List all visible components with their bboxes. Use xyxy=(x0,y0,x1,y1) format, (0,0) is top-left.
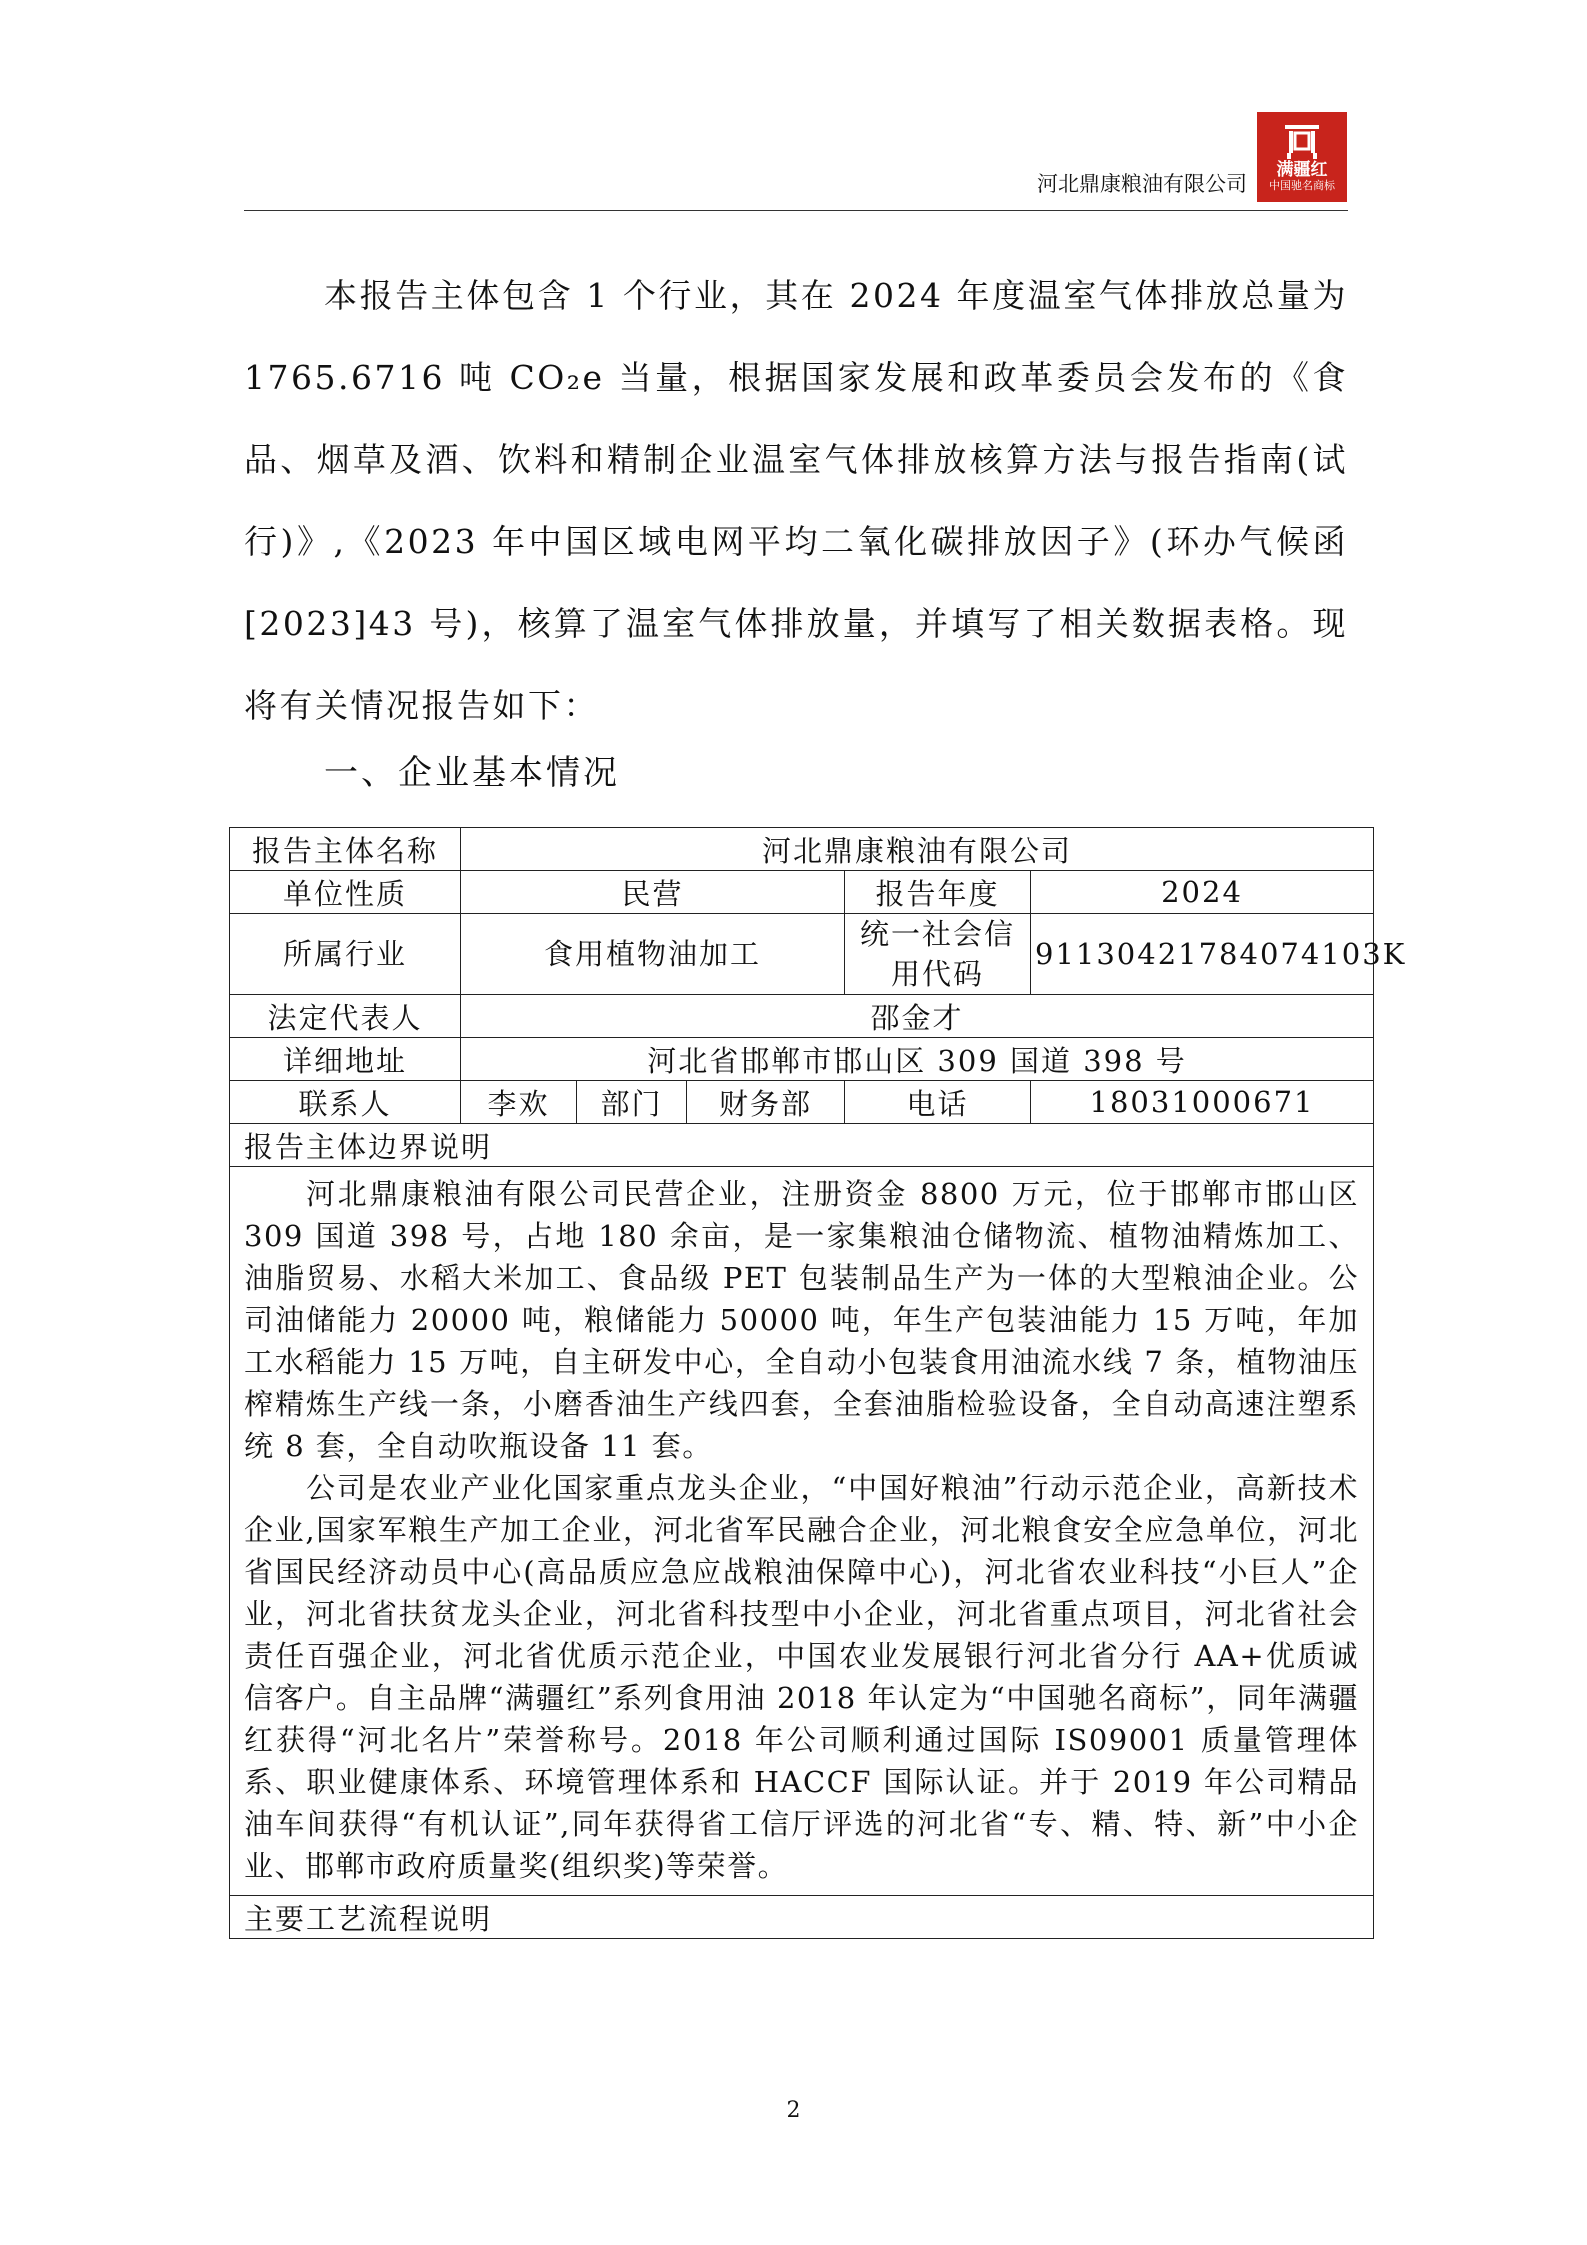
table-row xyxy=(230,828,1374,871)
credit-code-value: 91130421784074103K xyxy=(1031,914,1374,995)
industry-value: 食用植物油加工 xyxy=(461,914,845,995)
department-label: 部门 xyxy=(577,1081,687,1124)
nature-label: 单位性质 xyxy=(230,871,461,914)
entity-name-value: 河北鼎康粮油有限公司 xyxy=(461,828,1374,871)
process-label: 主要工艺流程说明 xyxy=(230,1896,1374,1939)
industry-label: 所属行业 xyxy=(230,914,461,995)
table-row xyxy=(230,1081,1374,1124)
credit-code-label: 统一社会信用代码 xyxy=(845,914,1031,995)
intro-paragraph: 本报告主体包含 1 个行业，其在 2024 年度温室气体排放总量为 1765.6716 吨 CO₂e 当量，根据国家发展和政革委员会发布的《食品、烟草及酒、饮料和精制企业温室气体排放核算方法与报告指南(试行)》,《2023 年中国区域电网平均二氧化碳排放因子》(环办气候函[2023]43 号)，核算了温室气体排放量，并填写了相关数据表格。现将有关情况报告如下： xyxy=(244,276,1348,725)
table-row xyxy=(230,871,1374,914)
table-row xyxy=(230,1038,1374,1081)
year-value: 2024 xyxy=(1031,871,1374,914)
entity-name-label: 报告主体名称 xyxy=(230,828,461,871)
legal-rep-value: 邵金才 xyxy=(461,995,1374,1038)
logo-tagline: 中国驰名商标 xyxy=(1269,179,1335,192)
table-row xyxy=(230,1124,1374,1167)
table-row xyxy=(230,995,1374,1038)
enterprise-info-table xyxy=(229,827,1407,1939)
logo-brand-text: 满疆红 xyxy=(1276,160,1328,180)
phone-label: 电话 xyxy=(845,1081,1031,1124)
boundary-label: 报告主体边界说明 xyxy=(230,1124,1374,1167)
table-row xyxy=(230,914,1374,995)
boundary-paragraph-2: 公司是农业产业化国家重点龙头企业，“中国好粮油”行动示范企业，高新技术企业,国家军粮生产加工企业，河北省军民融合企业，河北粮食安全应急单位，河北省国民经济动员中心(高品质应急应战粮油保障中心)，河北省农业科技“小巨人”企业，河北省扶贫龙头企业，河北省科技型中小企业，河北省重点项目，河北省社会责任百强企业，河北省优质示范企业，中国农业发展银行河北省分行 AA+优质诚信客户。自主品牌“满疆红”系列食用油 2018 年认定为“中国驰名商标”，同年满疆红获得“河北名片”荣誉称号。2018 年公司顺利通过国际 IS09001 质量管理体系、职业健康体系、环境管理体系和 HACCF 国际认证。并于 2019 年公司精品油车间获得“有机认证”,同年获得省工信厅评选的河北省“专、精、特、新”中小企业、邯郸市政府质量奖(组织奖)等荣誉。 xyxy=(244,1471,1360,1883)
boundary-paragraph-1: 河北鼎康粮油有限公司民营企业，注册资金 8800 万元，位于邯郸市邯山区 309 国道 398 号，占地 180 余亩，是一家集粮油仓储物流、植物油精炼加工、油脂贸易、水稻大米加工、食品级 PET 包装制品生产为一体的大型粮油企业。公司油储能力 20000 吨，粮储能力 50000 吨，年生产包装油能力 15 万吨，年加工水稻能力 15 万吨，自主研发中心，全自动小包装食用油流水线 7 条，植物油压榨精炼生产线一条，小磨香油生产线四套，全套油脂检验设备，全自动高速注塑系统 8 套，全自动吹瓶设备 11 套。 xyxy=(244,1177,1360,1463)
contact-label: 联系人 xyxy=(230,1081,461,1124)
legal-rep-label: 法定代表人 xyxy=(230,995,461,1038)
phone-value: 18031000671 xyxy=(1031,1081,1374,1124)
company-logo xyxy=(1257,112,1347,202)
dingkang-logo-icon xyxy=(1279,121,1325,161)
contact-value: 李欢 xyxy=(461,1081,577,1124)
page-number: 2 xyxy=(786,2098,801,2123)
table-row xyxy=(230,1167,1374,1896)
boundary-description xyxy=(230,1167,1374,1896)
nature-value: 民营 xyxy=(461,871,845,914)
header-divider xyxy=(244,210,1348,211)
department-value: 财务部 xyxy=(687,1081,845,1124)
table-row xyxy=(230,1896,1374,1939)
address-label: 详细地址 xyxy=(230,1038,461,1081)
address-value: 河北省邯郸市邯山区 309 国道 398 号 xyxy=(461,1038,1374,1081)
page-header xyxy=(1037,112,1347,202)
year-label: 报告年度 xyxy=(845,871,1031,914)
section-title: 一、企业基本情况 xyxy=(324,753,620,793)
header-company-name: 河北鼎康粮油有限公司 xyxy=(1037,172,1247,196)
